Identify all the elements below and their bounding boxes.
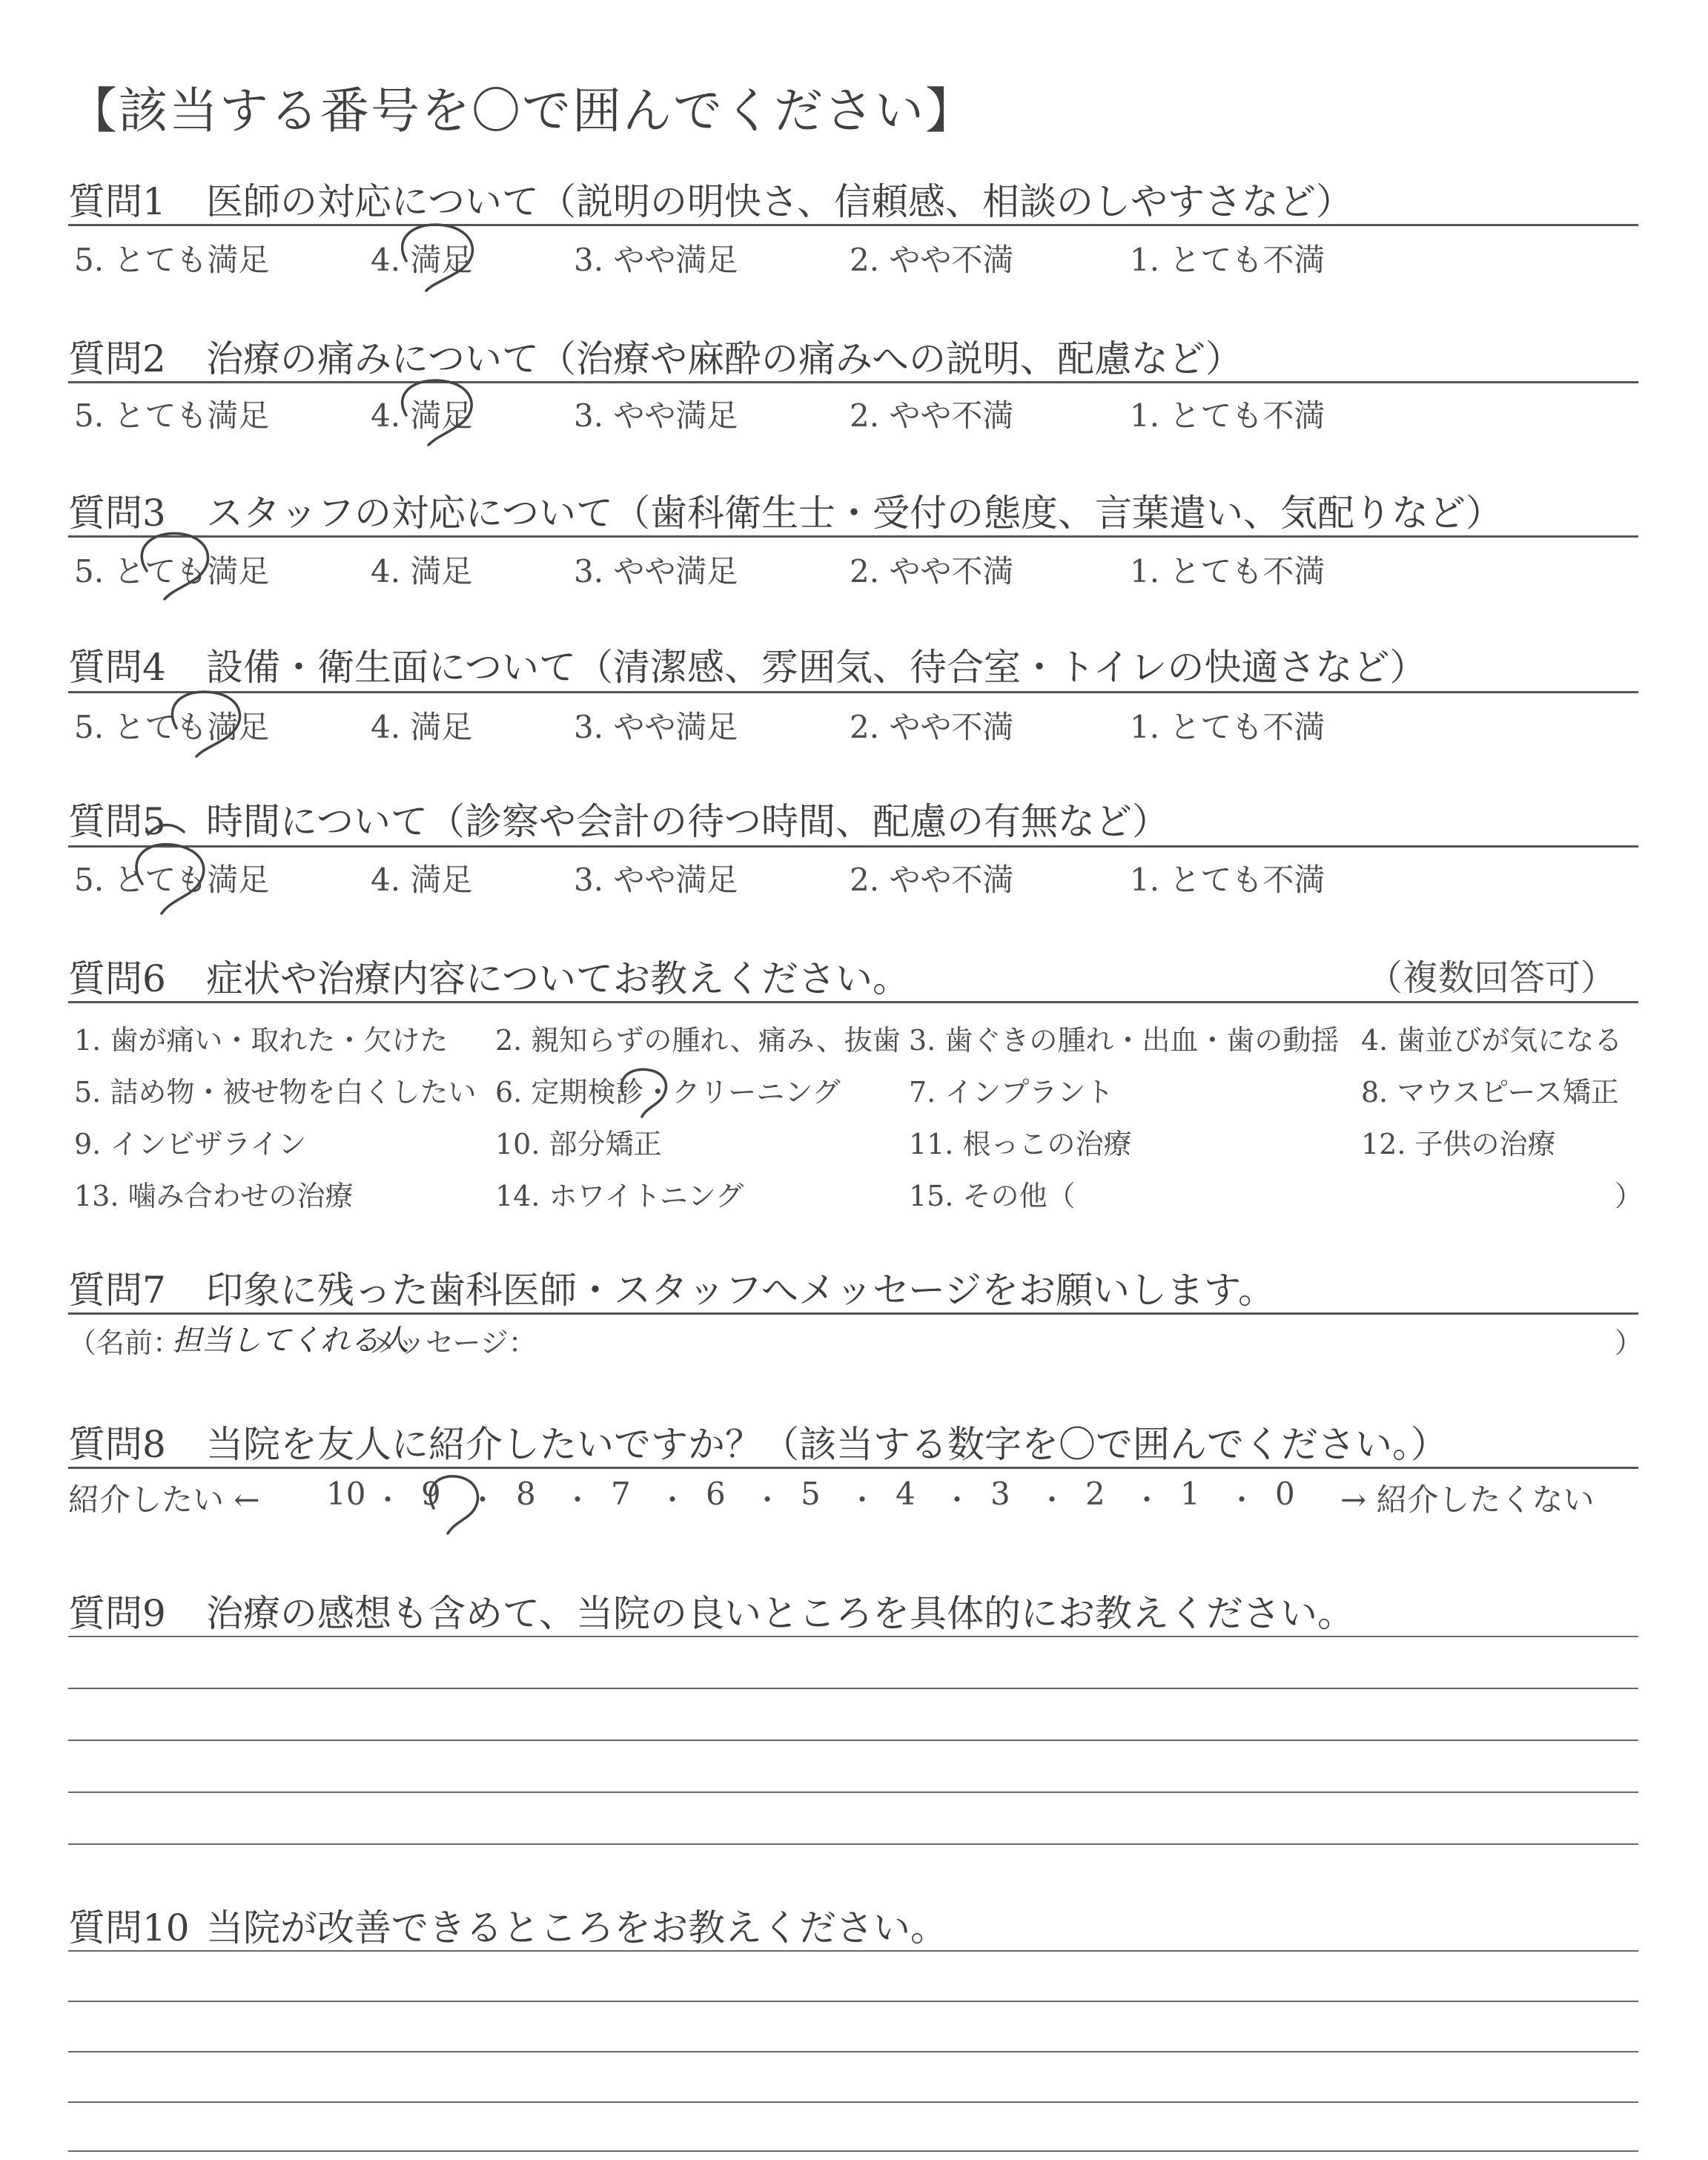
q6-option-14[interactable]: 14. ホワイトニング — [495, 1180, 744, 1212]
question-text: 医師の対応について（説明の明快さ、信頼感、相談のしやすさなど） — [206, 180, 1353, 223]
divider — [68, 1467, 1638, 1469]
answer-line[interactable] — [68, 1636, 1638, 1637]
answer-line[interactable] — [68, 1688, 1638, 1689]
q2-option-3[interactable]: 3. やや満足 — [574, 397, 738, 434]
multiple-answer-note: （複数回答可） — [1367, 957, 1617, 999]
q3-option-4[interactable]: 4. 満足 — [371, 553, 473, 589]
scale-value-7[interactable]: 7 — [611, 1476, 631, 1512]
question-text: 当院を友人に紹介したいですか？（該当する数字を〇で囲んでください。） — [206, 1423, 1448, 1466]
scale-separator: ・ — [943, 1484, 972, 1516]
question-label: 質問1 — [68, 180, 166, 223]
scale-value-4[interactable]: 4 — [896, 1476, 916, 1512]
scale-value-9[interactable]: 9 — [421, 1476, 441, 1512]
q7-name-prefix: （名前： — [68, 1327, 182, 1359]
scale-separator: ・ — [1228, 1484, 1257, 1516]
recommend-right-label: → 紹介したくない — [1340, 1482, 1595, 1518]
question-1 — [68, 172, 1640, 223]
other-close-paren: ） — [1615, 1180, 1644, 1212]
scale-separator: ・ — [469, 1484, 497, 1516]
question-text: 設備・衛生面について（清潔感、雰囲気、待合室・トイレの快適さなど） — [206, 646, 1427, 689]
q4-option-3[interactable]: 3. やや満足 — [574, 709, 738, 745]
q6-option-8[interactable]: 8. マウスピース矯正 — [1361, 1076, 1619, 1109]
q6-option-7[interactable]: 7. インプラント — [909, 1076, 1114, 1109]
q1-option-2[interactable]: 2. やや不満 — [850, 242, 1014, 278]
q6-option-10[interactable]: 10. 部分矯正 — [495, 1128, 662, 1160]
scale-value-6[interactable]: 6 — [706, 1476, 726, 1512]
q4-option-1[interactable]: 1. とても不満 — [1130, 709, 1325, 745]
answer-line[interactable] — [68, 2150, 1638, 2152]
divider — [68, 381, 1638, 383]
question-label: 質問3 — [68, 492, 166, 535]
q3-option-3[interactable]: 3. やや満足 — [574, 553, 738, 589]
answer-line[interactable] — [68, 1950, 1638, 1952]
q3-option-2[interactable]: 2. やや不満 — [850, 553, 1014, 589]
q6-option-1[interactable]: 1. 歯が痛い・取れた・欠けた — [74, 1024, 448, 1057]
q1-option-5[interactable]: 5. とても満足 — [74, 242, 270, 278]
q6-option-6[interactable]: 6. 定期検診・クリーニング — [495, 1076, 841, 1109]
question-label: 質問9 — [68, 1592, 166, 1635]
q6-option-11[interactable]: 11. 根っこの治療 — [909, 1128, 1132, 1160]
question-label: 質問4 — [68, 646, 166, 689]
divider — [68, 1312, 1638, 1315]
answer-line[interactable] — [68, 1843, 1638, 1845]
q5-option-3[interactable]: 3. やや満足 — [574, 862, 738, 898]
question-text: 症状や治療内容についてお教えください。 — [206, 957, 910, 1000]
q1-option-4[interactable]: 4. 満足 — [371, 242, 473, 278]
page-title: 【該当する番号を〇で囲んでください】 — [68, 82, 976, 139]
q5-option-1[interactable]: 1. とても不満 — [1130, 862, 1325, 898]
q6-option-2[interactable]: 2. 親知らずの腫れ、痛み、抜歯 — [495, 1024, 901, 1057]
q7-close-paren: ） — [1615, 1327, 1644, 1359]
scale-value-1[interactable]: 1 — [1180, 1476, 1200, 1512]
answer-line[interactable] — [68, 1740, 1638, 1741]
question-2 — [68, 329, 1640, 380]
q4-option-2[interactable]: 2. やや不満 — [850, 709, 1014, 745]
recommend-left-label: 紹介したい ← — [68, 1482, 260, 1518]
question-4 — [68, 638, 1640, 689]
answer-line[interactable] — [68, 2001, 1638, 2002]
question-9 — [68, 1584, 1640, 1635]
question-label: 質問2 — [68, 337, 166, 380]
q6-option-3[interactable]: 3. 歯ぐきの腫れ・出血・歯の動揺 — [909, 1024, 1340, 1057]
q1-option-1[interactable]: 1. とても不満 — [1130, 242, 1325, 278]
divider — [68, 1001, 1638, 1003]
answer-line[interactable] — [68, 1791, 1638, 1793]
q6-option-4[interactable]: 4. 歯並びが気になる — [1361, 1024, 1623, 1057]
scale-value-5[interactable]: 5 — [801, 1476, 821, 1512]
question-text: 時間について（診察や会計の待つ時間、配慮の有無など） — [206, 800, 1169, 843]
scale-separator: ・ — [658, 1484, 687, 1516]
answer-line[interactable] — [68, 2101, 1638, 2103]
question-10 — [68, 1898, 1640, 1949]
scale-separator: ・ — [1038, 1484, 1067, 1516]
divider — [68, 535, 1638, 538]
q4-option-5[interactable]: 5. とても満足 — [74, 709, 270, 745]
q6-option-9[interactable]: 9. インビザライン — [74, 1128, 307, 1160]
scale-value-2[interactable]: 2 — [1085, 1476, 1105, 1512]
q2-option-4[interactable]: 4. 満足 — [371, 397, 473, 434]
q1-option-3[interactable]: 3. やや満足 — [574, 242, 738, 278]
q5-option-2[interactable]: 2. やや不満 — [850, 862, 1014, 898]
question-text: スタッフの対応について（歯科衛生士・受付の態度、言葉遣い、気配りなど） — [206, 492, 1503, 535]
divider — [68, 845, 1638, 848]
question-label: 質問7 — [68, 1269, 166, 1312]
question-7 — [68, 1261, 1640, 1312]
q3-option-5[interactable]: 5. とても満足 — [74, 553, 270, 589]
question-3 — [68, 483, 1640, 535]
scale-separator: ・ — [753, 1484, 782, 1516]
question-8 — [68, 1415, 1640, 1466]
question-text: 治療の痛みについて（治療や麻酔の痛みへの説明、配慮など） — [206, 337, 1242, 380]
q6-option-15[interactable]: 15. その他（ — [909, 1180, 1076, 1212]
q6-option-12[interactable]: 12. 子供の治療 — [1361, 1128, 1556, 1160]
scale-value-0[interactable]: 0 — [1275, 1476, 1295, 1512]
question-label: 質問6 — [68, 957, 166, 1000]
q2-option-2[interactable]: 2. やや不満 — [850, 397, 1014, 434]
question-label: 質問8 — [68, 1423, 166, 1466]
question-text: 治療の感想も含めて、当院の良いところを具体的にお教えください。 — [206, 1592, 1354, 1635]
scale-separator: ・ — [374, 1484, 403, 1516]
question-text: 当院が改善できるところをお教えください。 — [206, 1906, 947, 1949]
question-label: 質問5 — [68, 800, 166, 843]
scale-separator: ・ — [563, 1484, 592, 1516]
answer-line[interactable] — [68, 2051, 1638, 2052]
q6-option-13[interactable]: 13. 噛み合わせの治療 — [74, 1180, 354, 1212]
scale-separator: ・ — [848, 1484, 877, 1516]
divider — [68, 224, 1638, 226]
q4-option-4[interactable]: 4. 満足 — [371, 709, 473, 745]
scale-value-10[interactable]: 10 — [326, 1476, 366, 1512]
question-text: 印象に残った歯科医師・スタッフへメッセージをお願いします。 — [206, 1269, 1275, 1312]
q2-option-1[interactable]: 1. とても不満 — [1130, 397, 1325, 434]
q7-message-label: メッセージ： — [369, 1327, 537, 1359]
q5-option-5[interactable]: 5. とても満足 — [74, 862, 270, 898]
scale-value-8[interactable]: 8 — [516, 1476, 536, 1512]
q5-option-4[interactable]: 4. 満足 — [371, 862, 473, 898]
question-label: 質問10 — [68, 1906, 190, 1949]
scale-separator: ・ — [1133, 1484, 1162, 1516]
question-5 — [68, 792, 1640, 843]
divider — [68, 691, 1638, 693]
q7-handwritten-name[interactable]: 担当してくれる人 — [172, 1324, 409, 1358]
q2-option-5[interactable]: 5. とても満足 — [74, 397, 270, 434]
scale-value-3[interactable]: 3 — [990, 1476, 1010, 1512]
q6-option-5[interactable]: 5. 詰め物・被せ物を白くしたい — [74, 1076, 477, 1109]
q3-option-1[interactable]: 1. とても不満 — [1130, 553, 1325, 589]
